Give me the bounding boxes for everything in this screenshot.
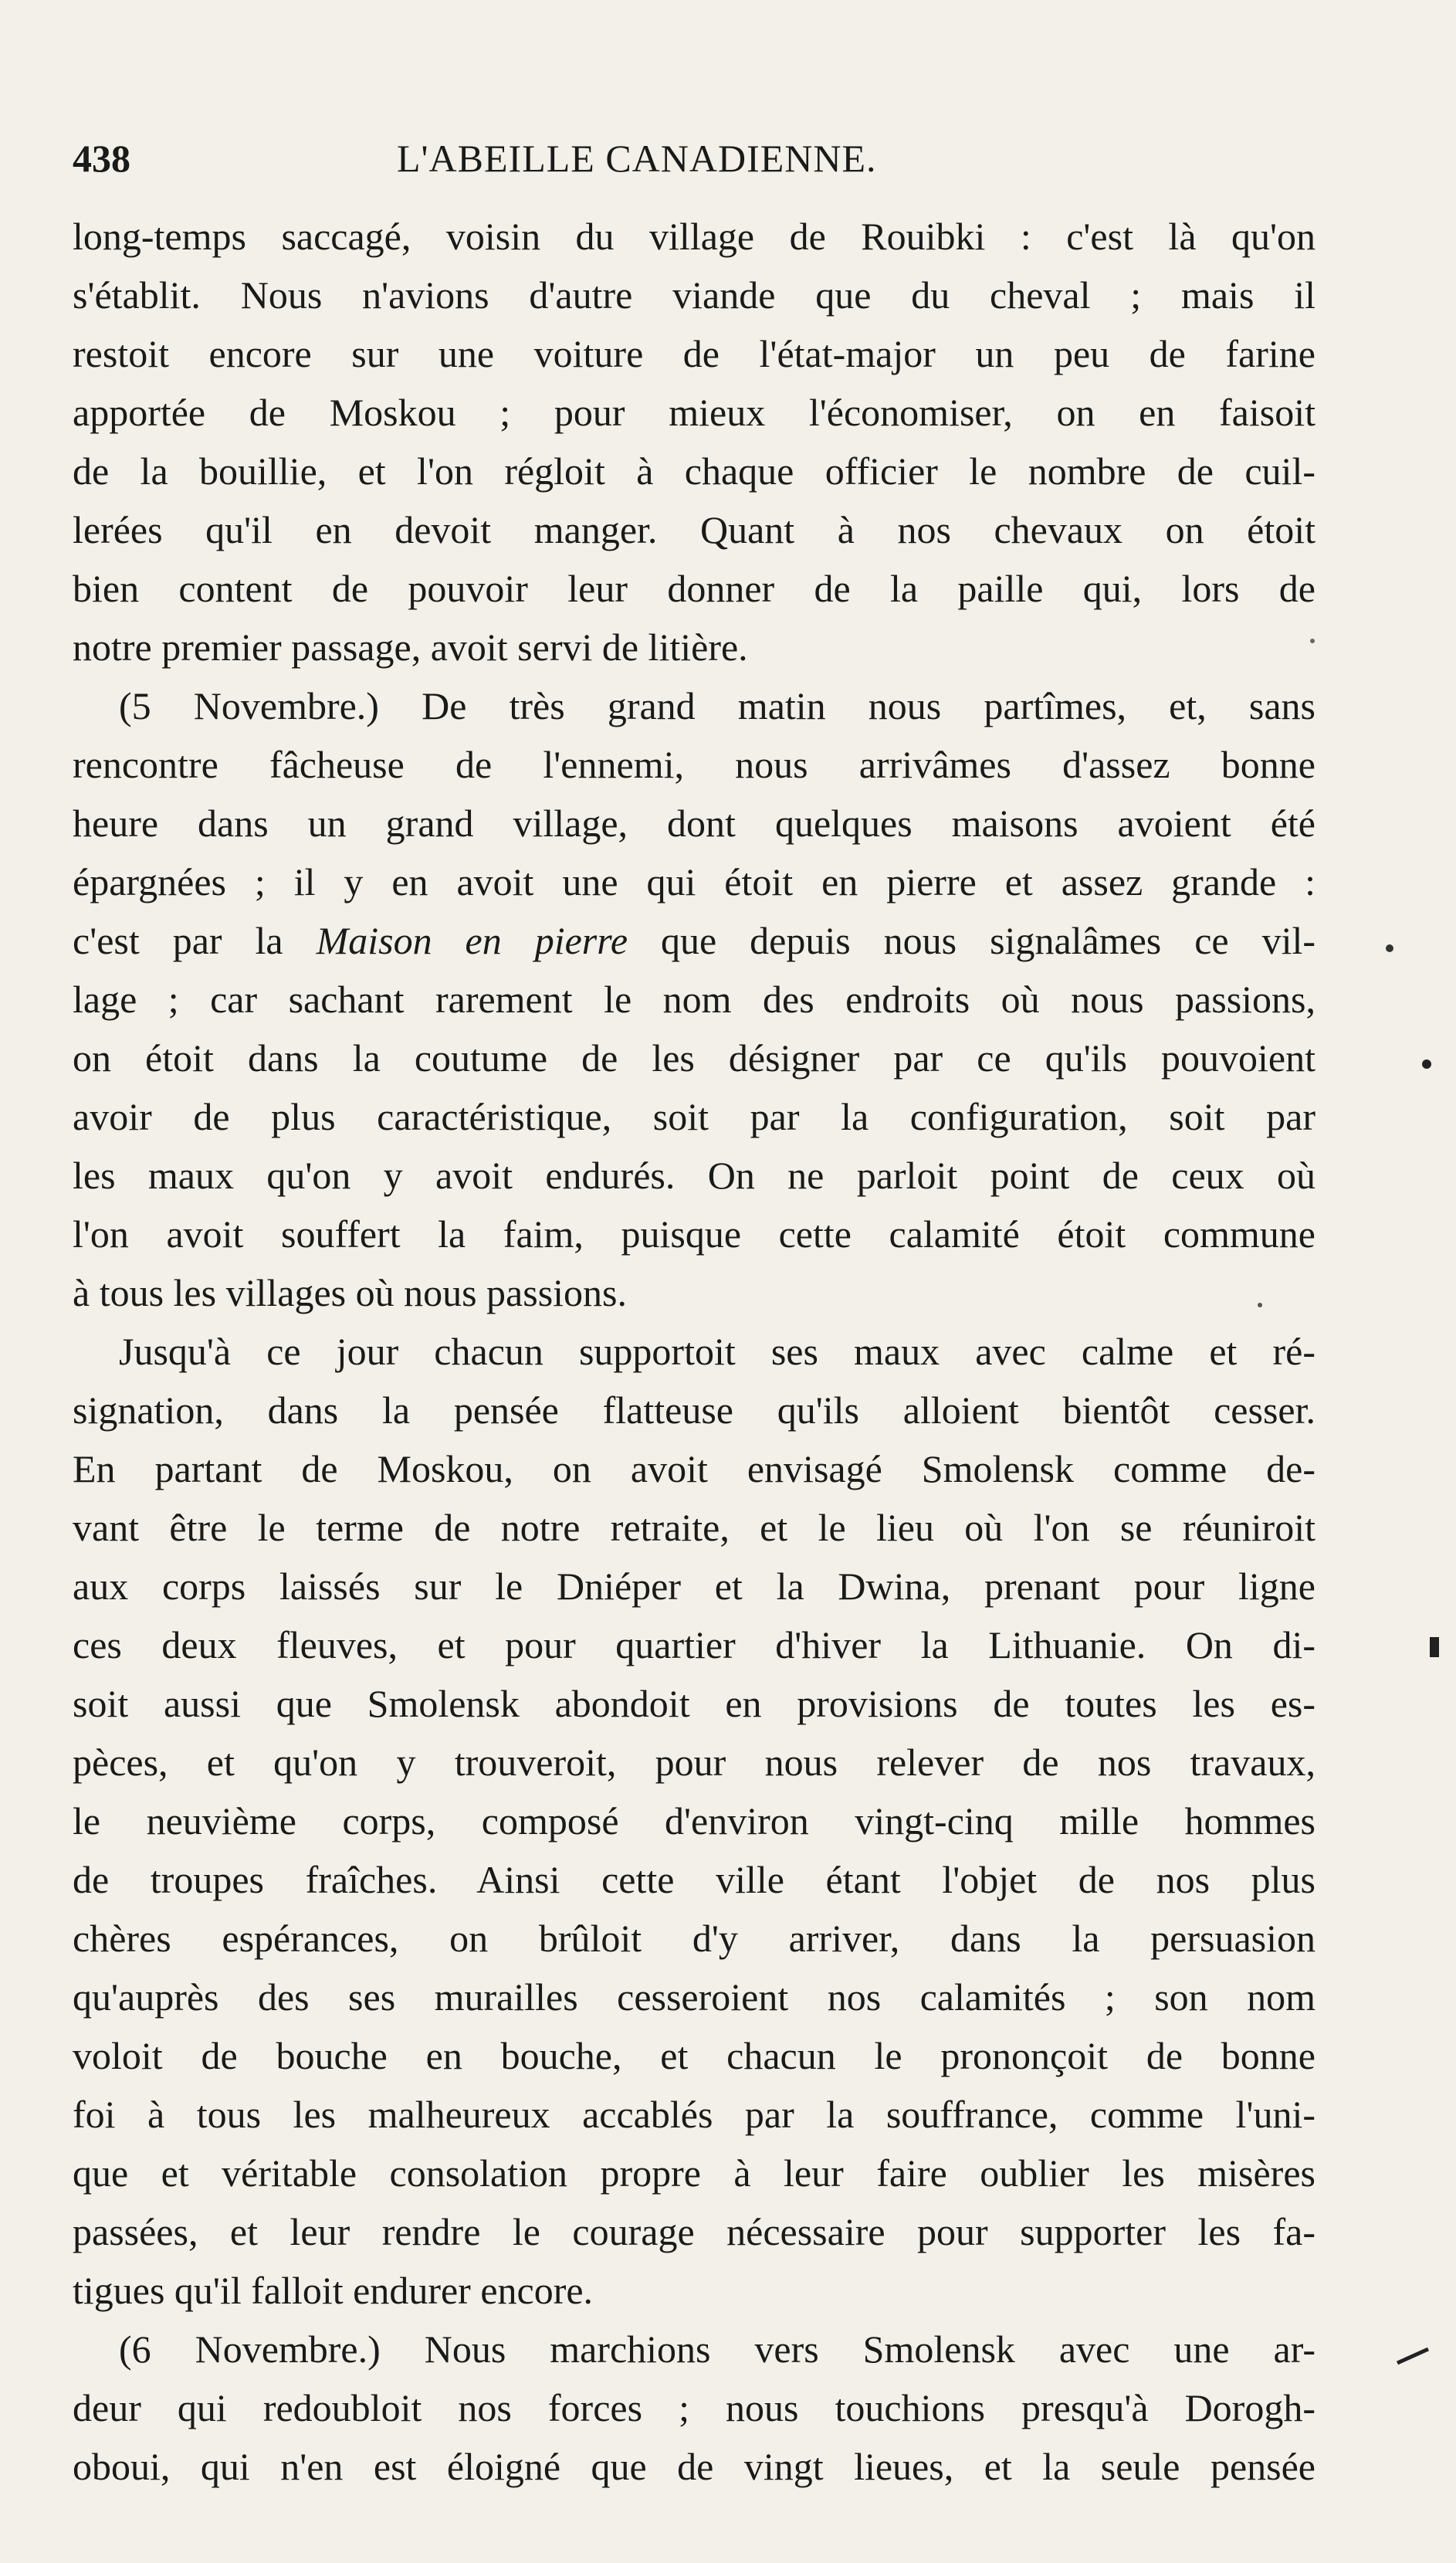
- running-title: L'ABEILLE CANADIENNE.: [397, 137, 877, 180]
- paragraph-2: [73, 676, 1315, 1322]
- text-line: (5 Novembre.) De très grand matin nous partîmes, et, sans: [119, 684, 1315, 727]
- text-line: qu'auprès des ses murailles cesseroient nos calamités ; son nom: [73, 1975, 1315, 2019]
- text-line: ces deux fleuves, et pour quartier d'hiver la Lithuanie. On di-: [73, 1623, 1315, 1666]
- text-line-with-italic: c'est par la Maison en pierre que depuis nous signalâmes ce vil-: [73, 919, 1315, 962]
- italic-phrase: Maison en pierre: [316, 919, 628, 962]
- text-line: de troupes fraîches. Ainsi cette ville étant l'objet de nos plus: [73, 1858, 1315, 1901]
- text-line: le neuvième corps, composé d'environ vingt-cinq mille hommes: [73, 1799, 1315, 1843]
- text-line: passées, et leur rendre le courage nécessaire pour supporter les fa-: [73, 2210, 1315, 2253]
- text-line: notre premier passage, avoit servi de litière.: [73, 625, 748, 669]
- text-line: de la bouillie, et l'on régloit à chaque officier le nombre de cuil-: [73, 449, 1315, 493]
- text-line: signation, dans la pensée flatteuse qu'ils alloient bientôt cesser.: [73, 1388, 1315, 1432]
- paragraph-3: [73, 1322, 1315, 2320]
- text-line: long-temps saccagé, voisin du village de Rouibki : c'est là qu'on: [73, 215, 1315, 258]
- text-line: on étoit dans la coutume de les désigner par ce qu'ils pouvoient: [73, 1036, 1315, 1080]
- text-line: voloit de bouche en bouche, et chacun le prononçoit de bonne: [73, 2034, 1315, 2077]
- text-line: oboui, qui n'en est éloigné que de vingt lieues, et la seule pensée: [73, 2445, 1315, 2488]
- text-line: aux corps laissés sur le Dniéper et la Dwina, prenant pour ligne: [73, 1565, 1315, 1608]
- paragraph-4: [73, 2320, 1315, 2496]
- text-line: lage ; car sachant rarement le nom des endroits où nous passions,: [73, 978, 1315, 1021]
- text-line: que et véritable consolation propre à leur faire oublier les misères: [73, 2151, 1315, 2195]
- text-line: heure dans un grand village, dont quelques maisons avoient été: [73, 802, 1315, 845]
- text-line: rencontre fâcheuse de l'ennemi, nous arrivâmes d'assez bonne: [73, 743, 1315, 786]
- page-number: 438: [73, 137, 130, 180]
- text-line: deur qui redoubloit nos forces ; nous touchions presqu'à Dorogh-: [73, 2386, 1315, 2429]
- text-line: Jusqu'à ce jour chacun supportoit ses maux avec calme et ré-: [119, 1330, 1315, 1373]
- text-line: bien content de pouvoir leur donner de la paille qui, lors de: [73, 567, 1315, 610]
- page-header: [73, 130, 1339, 192]
- text-line: avoir de plus caractéristique, soit par la configuration, soit par: [73, 1095, 1315, 1138]
- text-line: (6 Novembre.) Nous marchions vers Smolensk avec une ar-: [119, 2327, 1315, 2371]
- text-line: chères espérances, on brûloit d'y arriver, dans la persuasion: [73, 1917, 1315, 1960]
- text-line: épargnées ; il y en avoit une qui étoit en pierre et assez grande :: [73, 860, 1315, 903]
- text-line: foi à tous les malheureux accablés par la souffrance, comme l'uni-: [73, 2093, 1315, 2136]
- body-text: [73, 207, 1315, 2496]
- text-line: l'on avoit souffert la faim, puisque cette calamité étoit commune: [73, 1212, 1315, 1256]
- text-line: restoit encore sur une voiture de l'état-major un peu de farine: [73, 332, 1315, 375]
- text-line: tigues qu'il falloit endurer encore.: [73, 2269, 594, 2312]
- text-line: lerées qu'il en devoit manger. Quant à nos chevaux on étoit: [73, 508, 1315, 551]
- text-line: les maux qu'on y avoit endurés. On ne parloit point de ceux où: [73, 1154, 1315, 1197]
- text-line: pèces, et qu'on y trouveroit, pour nous relever de nos travaux,: [73, 1741, 1315, 1784]
- text-line: soit aussi que Smolensk abondoit en provisions de toutes les es-: [73, 1682, 1315, 1725]
- text-line: apportée de Moskou ; pour mieux l'économiser, on en faisoit: [73, 391, 1315, 434]
- paragraph-1: [73, 207, 1315, 676]
- text-line: En partant de Moskou, on avoit envisagé Smolensk comme de-: [73, 1447, 1315, 1490]
- text-line: à tous les villages où nous passions.: [73, 1271, 628, 1314]
- text-line: vant être le terme de notre retraite, et le lieu où l'on se réuniroit: [73, 1506, 1315, 1549]
- text-line: s'établit. Nous n'avions d'autre viande que du cheval ; mais il: [73, 273, 1315, 317]
